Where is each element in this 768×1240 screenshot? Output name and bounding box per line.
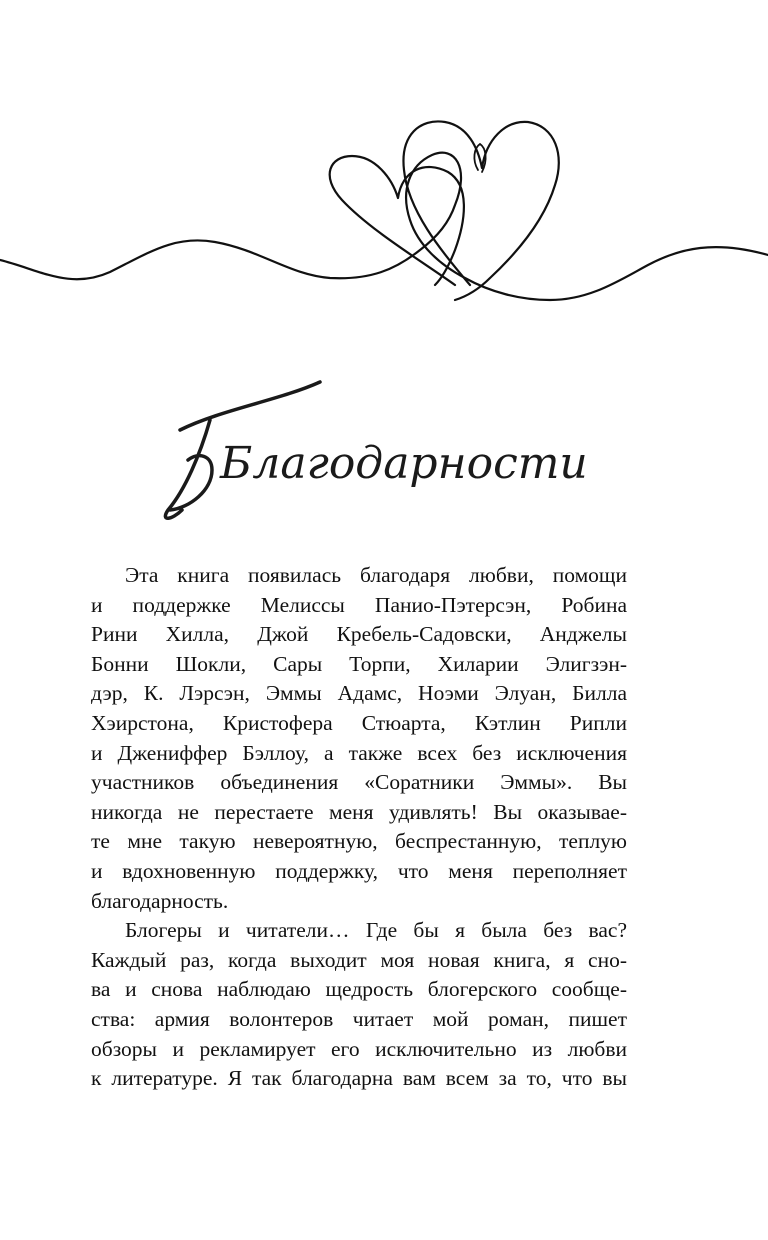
- body-text: [91, 561, 627, 1094]
- text-line: и вдохновенную поддержку, что меня переполняет: [91, 858, 627, 883]
- text-line: Эта книга появилась благодаря любви, помощи: [125, 563, 627, 587]
- text-line: к литературе. Я так благодарна вам всем за то, что вы: [91, 1066, 627, 1091]
- hearts-line-icon: [0, 100, 768, 320]
- text-line: и Джениффер Бэллоу, а также всех без исключения: [91, 740, 627, 765]
- text-line: и поддержке Мелиссы Панио-Пэтерсэн, Робина: [91, 592, 627, 617]
- paragraph-2: [91, 916, 627, 1094]
- text-line: Блогеры и читатели… Где бы я была без вас?: [125, 918, 627, 943]
- text-line: ства: армия волонтеров читает мой роман, пишет: [91, 1006, 627, 1031]
- text-line: Рини Хилла, Джой Кребель-Садовски, Анджелы: [91, 622, 627, 647]
- hearts-ornament: [0, 100, 768, 320]
- text-line: благодарность.: [91, 888, 229, 913]
- title-script-svg: [150, 370, 590, 530]
- paragraph-1: [91, 561, 627, 916]
- text-line: те мне такую невероятную, беспрестанную, теплую: [91, 829, 627, 854]
- page-heading-text: Благодарности: [220, 438, 588, 489]
- text-line: Каждый раз, когда выходит моя новая книга, я сно-: [91, 947, 627, 972]
- text-line: ва и снова наблюдаю щедрость блогерского сообще-: [91, 977, 627, 1002]
- text-line: Бонни Шокли, Сары Торпи, Хиларии Элигзэн-: [91, 651, 627, 676]
- text-line: участников объединения «Соратники Эммы». Вы: [91, 770, 627, 795]
- text-line: никогда не перестаете меня удивлять! Вы оказывае-: [91, 799, 627, 824]
- text-line: Хэирстона, Кристофера Стюарта, Кэтлин Рипли: [91, 710, 627, 735]
- page-title: [150, 370, 590, 530]
- text-line: обзоры и рекламирует его исключительно из любви: [91, 1036, 627, 1061]
- text-line: дэр, К. Лэрсэн, Эммы Адамс, Ноэми Элуан, Билла: [91, 681, 627, 706]
